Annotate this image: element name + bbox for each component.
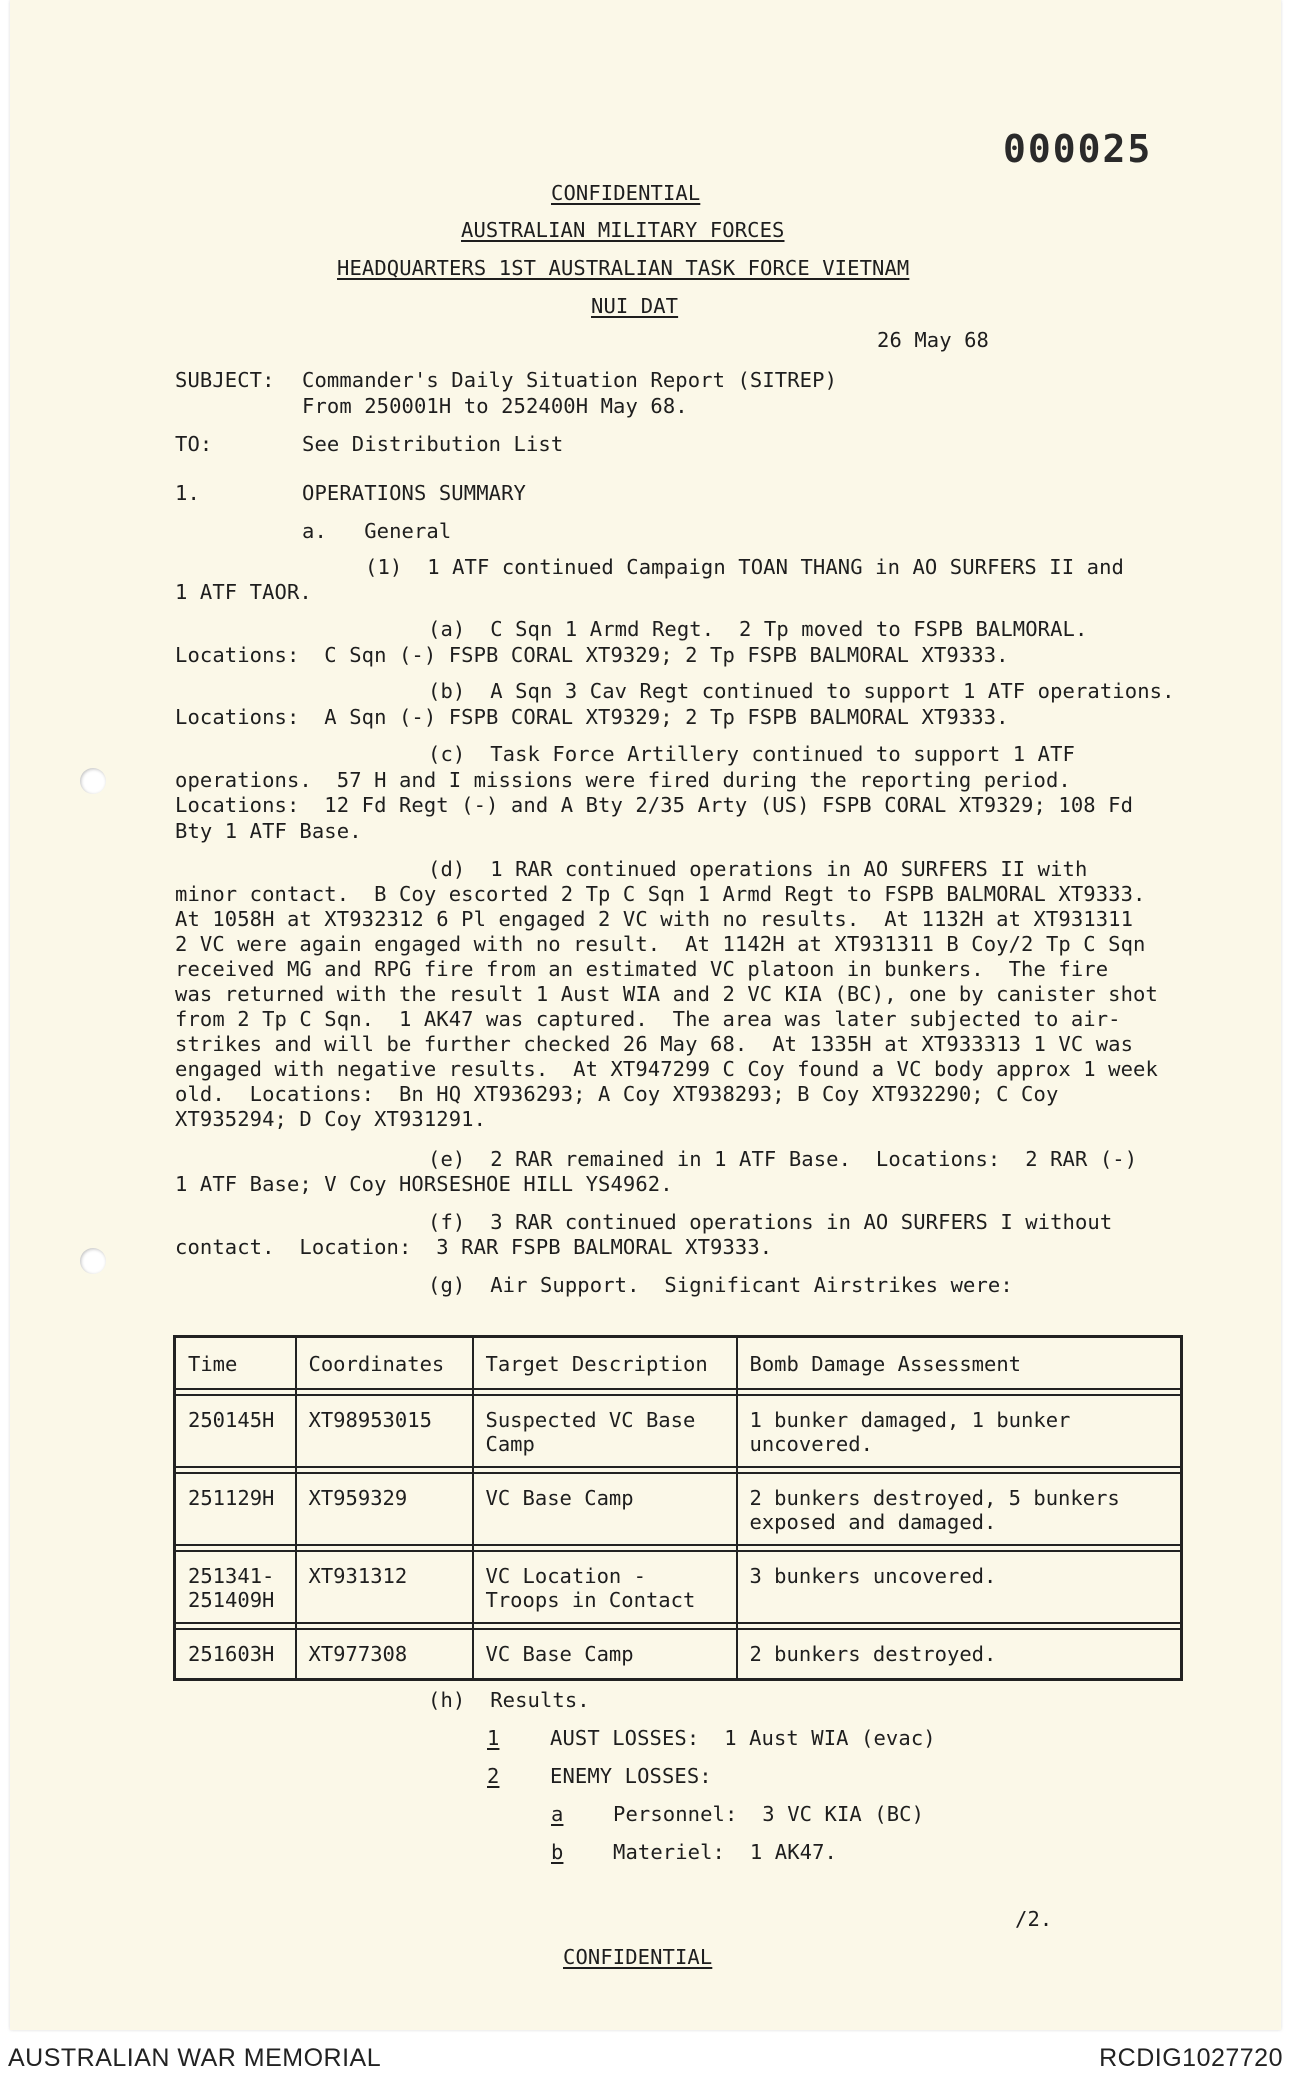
cell-target: VC Base Camp xyxy=(473,1629,737,1679)
cell-bda: 3 bunkers uncovered. xyxy=(737,1551,1182,1623)
page-number-stamp: 000025 xyxy=(1003,127,1153,171)
cell-time: 251603H xyxy=(175,1629,296,1679)
punch-hole xyxy=(80,1248,106,1274)
cell-coordinates: XT931312 xyxy=(296,1551,473,1623)
para-d-line: At 1058H at XT932312 6 Pl engaged 2 VC with no results. At 1132H at XT931311 xyxy=(175,907,1134,931)
para-d-line: engaged with negative results. At XT947299 C Coy found a VC body approx 1 week xyxy=(175,1057,1158,1081)
cell-coordinates: XT959329 xyxy=(296,1473,473,1545)
classification-bottom: CONFIDENTIAL xyxy=(563,1945,713,1969)
table-row xyxy=(175,1395,1182,1467)
para-d-line: (d) 1 RAR continued operations in AO SURFERS II with xyxy=(428,857,1088,881)
column-header-target: Target Description xyxy=(473,1337,737,1390)
cell-time: 251341- 251409H xyxy=(175,1551,296,1623)
to-label: TO: xyxy=(175,432,213,456)
results-item-letter: a xyxy=(551,1802,564,1826)
results-item-number: 1 xyxy=(487,1726,500,1750)
cell-bda: 2 bunkers destroyed. xyxy=(737,1629,1182,1679)
para-1-line: (1) 1 ATF continued Campaign TOAN THANG in AO SURFERS II and xyxy=(365,555,1124,579)
cell-target: Suspected VC Base Camp xyxy=(473,1395,737,1467)
subsection-general: a. General xyxy=(302,519,452,543)
column-header-time: Time xyxy=(175,1337,296,1390)
results-heading: (h) Results. xyxy=(428,1688,590,1712)
para-c-line: Bty 1 ATF Base. xyxy=(175,819,362,843)
para-a-line: (a) C Sqn 1 Armd Regt. 2 Tp moved to FSPB BALMORAL. xyxy=(428,617,1088,641)
para-c-line: Locations: 12 Fd Regt (-) and A Bty 2/35 Arty (US) FSPB CORAL XT9329; 108 Fd xyxy=(175,793,1134,817)
para-g-line: (g) Air Support. Significant Airstrikes were: xyxy=(428,1273,1013,1297)
punch-hole xyxy=(80,768,106,794)
archive-reference: RCDIG1027720 xyxy=(1099,2044,1283,2072)
para-e-line: (e) 2 RAR remained in 1 ATF Base. Locations: 2 RAR (-) xyxy=(428,1147,1138,1171)
table-row xyxy=(175,1629,1182,1679)
subject-line-1: Commander's Daily Situation Report (SITREP) xyxy=(302,368,838,392)
para-d-line: 2 VC were again engaged with no result. At 1142H at XT931311 B Coy/2 Tp C Sqn xyxy=(175,932,1146,956)
archive-credit: AUSTRALIAN WAR MEMORIAL xyxy=(8,2044,382,2072)
cell-target: VC Location - Troops in Contact xyxy=(473,1551,737,1623)
para-d-line: from 2 Tp C Sqn. 1 AK47 was captured. The area was later subjected to air- xyxy=(175,1007,1121,1031)
para-e-line: 1 ATF Base; V Coy HORSESHOE HILL YS4962. xyxy=(175,1172,673,1196)
results-item-number: 2 xyxy=(487,1764,500,1788)
table-header-row xyxy=(175,1337,1182,1390)
organisation-title: AUSTRALIAN MILITARY FORCES xyxy=(461,218,785,242)
para-f-line: (f) 3 RAR continued operations in AO SURFERS I without xyxy=(428,1210,1113,1234)
section-number: 1. xyxy=(175,481,200,505)
headquarters-title: HEADQUARTERS 1ST AUSTRALIAN TASK FORCE VIETNAM xyxy=(337,256,910,280)
column-header-coordinates: Coordinates xyxy=(296,1337,473,1390)
subject-label: SUBJECT: xyxy=(175,368,275,392)
classification-top: CONFIDENTIAL xyxy=(551,181,701,205)
table-row xyxy=(175,1551,1182,1623)
enemy-materiel: Materiel: 1 AK47. xyxy=(613,1840,837,1864)
para-c-line: operations. 57 H and I missions were fired during the reporting period. xyxy=(175,768,1071,792)
para-d-line: received MG and RPG fire from an estimated VC platoon in bunkers. The fire xyxy=(175,957,1109,981)
para-a-line: Locations: C Sqn (-) FSPB CORAL XT9329; 2 Tp FSPB BALMORAL XT9333. xyxy=(175,643,1009,667)
cell-time: 250145H xyxy=(175,1395,296,1467)
para-d-line: strikes and will be further checked 26 May 68. At 1335H at XT933313 1 VC was xyxy=(175,1032,1134,1056)
para-b-line: Locations: A Sqn (-) FSPB CORAL XT9329; 2 Tp FSPB BALMORAL XT9333. xyxy=(175,705,1009,729)
cell-coordinates: XT98953015 xyxy=(296,1395,473,1467)
para-d-line: was returned with the result 1 Aust WIA and 2 VC KIA (BC), one by canister shot xyxy=(175,982,1158,1006)
location-title: NUI DAT xyxy=(591,294,679,318)
column-header-bda: Bomb Damage Assessment xyxy=(737,1337,1182,1390)
para-b-line: (b) A Sqn 3 Cav Regt continued to support 1 ATF operations. xyxy=(428,679,1175,703)
para-1-line: 1 ATF TAOR. xyxy=(175,580,312,604)
table-row xyxy=(175,1473,1182,1545)
report-date: 26 May 68 xyxy=(877,328,989,352)
results-item-letter: b xyxy=(551,1840,564,1864)
para-c-line: (c) Task Force Artillery continued to support 1 ATF xyxy=(428,742,1075,766)
enemy-losses: ENEMY LOSSES: xyxy=(550,1764,712,1788)
cell-time: 251129H xyxy=(175,1473,296,1545)
enemy-personnel: Personnel: 3 VC KIA (BC) xyxy=(613,1802,925,1826)
to-value: See Distribution List xyxy=(302,432,564,456)
airstrikes-table xyxy=(173,1335,1183,1681)
para-d-line: XT935294; D Coy XT931291. xyxy=(175,1107,487,1131)
para-d-line: minor contact. B Coy escorted 2 Tp C Sqn 1 Armd Regt to FSPB BALMORAL XT9333. xyxy=(175,882,1146,906)
aust-losses: AUST LOSSES: 1 Aust WIA (evac) xyxy=(550,1726,936,1750)
cell-bda: 2 bunkers destroyed, 5 bunkers exposed and damaged. xyxy=(737,1473,1182,1545)
para-d-line: old. Locations: Bn HQ XT936293; A Coy XT938293; B Coy XT932290; C Coy xyxy=(175,1082,1059,1106)
subject-line-2: From 250001H to 252400H May 68. xyxy=(302,394,688,418)
page-continuation: /2. xyxy=(1015,1907,1053,1931)
cell-coordinates: XT977308 xyxy=(296,1629,473,1679)
cell-target: VC Base Camp xyxy=(473,1473,737,1545)
cell-bda: 1 bunker damaged, 1 bunker uncovered. xyxy=(737,1395,1182,1467)
section-title: OPERATIONS SUMMARY xyxy=(302,481,526,505)
para-f-line: contact. Location: 3 RAR FSPB BALMORAL XT9333. xyxy=(175,1235,773,1259)
